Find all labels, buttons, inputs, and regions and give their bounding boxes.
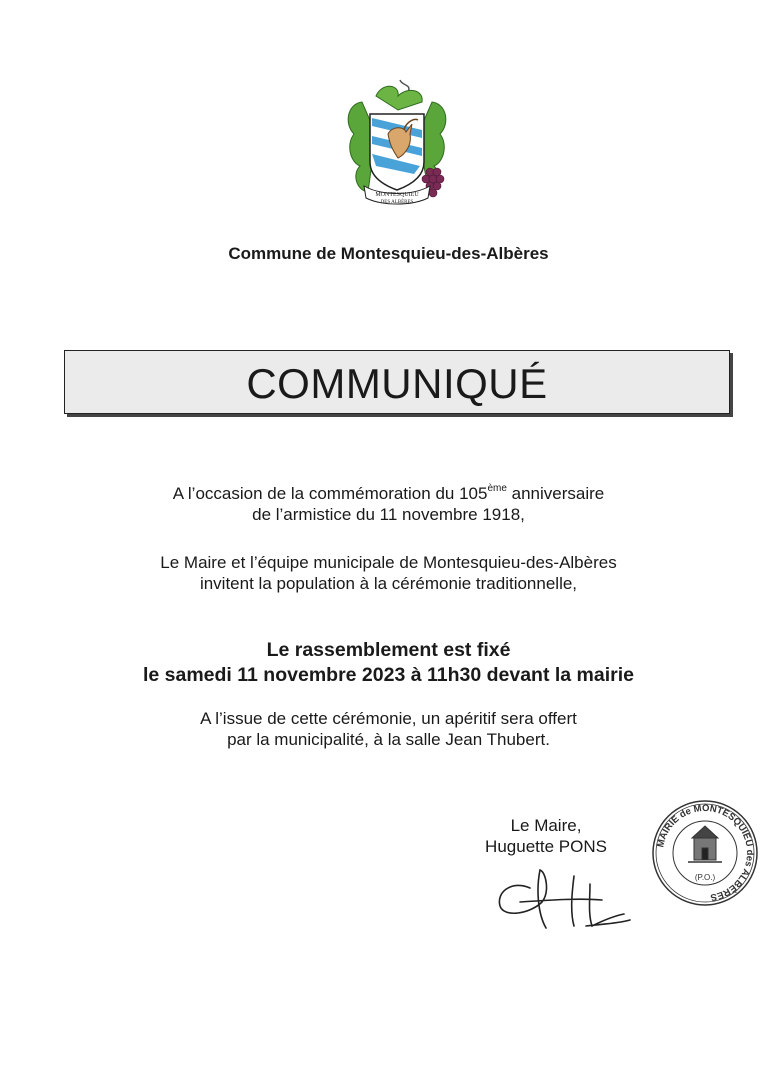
paragraph-line: de l’armistice du 11 novembre 1918, xyxy=(252,505,525,524)
signatory-name: Huguette PONS xyxy=(485,837,607,856)
signatory xyxy=(466,815,626,857)
paragraph-line: A l’issue de cette cérémonie, un apéritif sera offert xyxy=(200,709,577,728)
handwritten-signature xyxy=(490,862,640,937)
signatory-role: Le Maire, xyxy=(510,816,582,835)
ordinal-superscript: ème xyxy=(487,483,507,495)
paragraph-occasion xyxy=(0,483,777,525)
svg-text:MAIRIE de MONTESQUIEU des ALBÈ: MAIRIE de MONTESQUIEU des ALBÈRES xyxy=(655,802,756,903)
paragraph-invitation xyxy=(0,552,777,594)
paragraph-line: Le rassemblement est fixé xyxy=(266,639,511,661)
banner-title: COMMUNIQUÉ xyxy=(246,360,548,407)
commune-name: Commune de Montesquieu-des-Albères xyxy=(228,244,549,263)
svg-text:MONTESQUIEU: MONTESQUIEU xyxy=(375,192,419,198)
paragraph-line: Le Maire et l’équipe municipale de Montesquieu-des-Albères xyxy=(160,553,617,572)
paragraph-line: le samedi 11 novembre 2023 à 11h30 devant la mairie xyxy=(142,664,635,686)
paragraph-line: invitent la population à la cérémonie traditionnelle, xyxy=(199,574,578,593)
paragraph-gathering xyxy=(0,638,777,688)
paragraph-aperitif xyxy=(0,708,777,750)
title-banner xyxy=(64,350,730,414)
svg-text:DES ALBÈRES: DES ALBÈRES xyxy=(380,200,414,205)
svg-text:(P.O.): (P.O.) xyxy=(694,873,716,882)
paragraph-line: par la municipalité, à la salle Jean Thubert. xyxy=(227,730,550,749)
paragraph-line xyxy=(0,483,777,504)
municipal-crest-icon xyxy=(342,74,452,214)
mairie-stamp-icon xyxy=(650,798,760,908)
text-fragment: A l’occasion de la commémoration du 105 xyxy=(172,484,488,503)
text-fragment: anniversaire xyxy=(506,484,605,503)
